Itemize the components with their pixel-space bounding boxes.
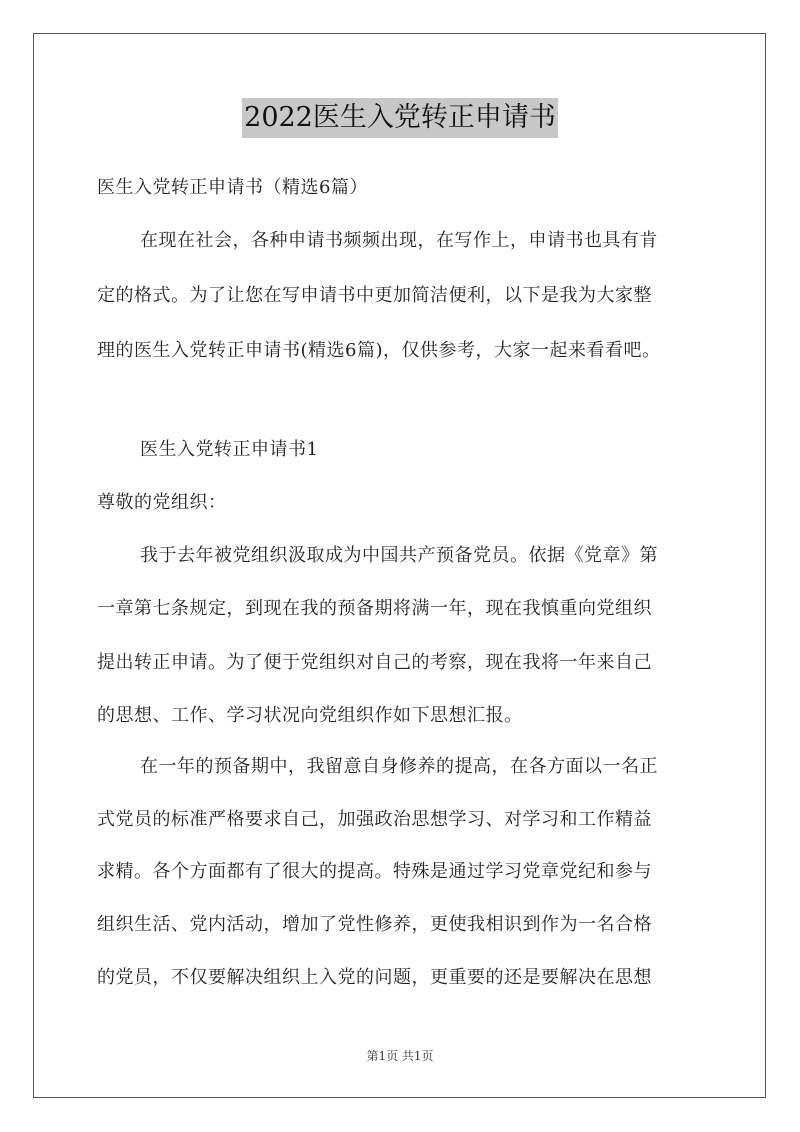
- section-heading: 医生入党转正申请书1: [140, 439, 319, 460]
- intro-line-2: 定的格式。为了让您在写申请书中更加简洁便利，以下是我为大家整: [97, 285, 652, 306]
- paragraph1-line-1: 我于去年被党组织汲取成为中国共产预备党员。依据《党章》第: [140, 545, 658, 566]
- intro-line-3: 理的医生入党转正申请书(精选6篇)，仅供参考，大家一起来看看吧。: [97, 340, 661, 361]
- document-title: 2022医生入党转正申请书: [242, 98, 558, 138]
- salutation: 尊敬的党组织：: [97, 492, 227, 513]
- paragraph2-line-1: 在一年的预备期中，我留意自身修养的提高，在各方面以一名正: [140, 756, 658, 777]
- paragraph1-line-4: 的思想、工作、学习状况向党组织作如下思想汇报。: [97, 705, 523, 726]
- title-container: [0, 98, 800, 138]
- paragraph2-line-5: 的党员，不仅要解决组织上入党的问题，更重要的还是要解决在思想: [97, 967, 652, 988]
- paragraph1-line-2: 一章第七条规定，到现在我的预备期将满一年，现在我慎重向党组织: [97, 598, 652, 619]
- document-subtitle: 医生入党转正申请书（精选6篇）: [97, 177, 368, 198]
- paragraph2-line-2: 式党员的标准严格要求自己，加强政治思想学习、对学习和工作精益: [97, 809, 652, 830]
- intro-line-1: 在现在社会，各种申请书频频出现，在写作上，申请书也具有肯: [140, 230, 658, 251]
- paragraph1-line-3: 提出转正申请。为了便于党组织对自己的考察，现在我将一年来自己: [97, 652, 652, 673]
- paragraph2-line-4: 组织生活、党内活动，增加了党性修养，更使我相识到作为一名合格: [97, 914, 652, 935]
- paragraph2-line-3: 求精。各个方面都有了很大的提高。特殊是通过学习党章党纪和参与: [97, 861, 652, 882]
- page-footer: 第1页 共1页: [366, 1049, 434, 1063]
